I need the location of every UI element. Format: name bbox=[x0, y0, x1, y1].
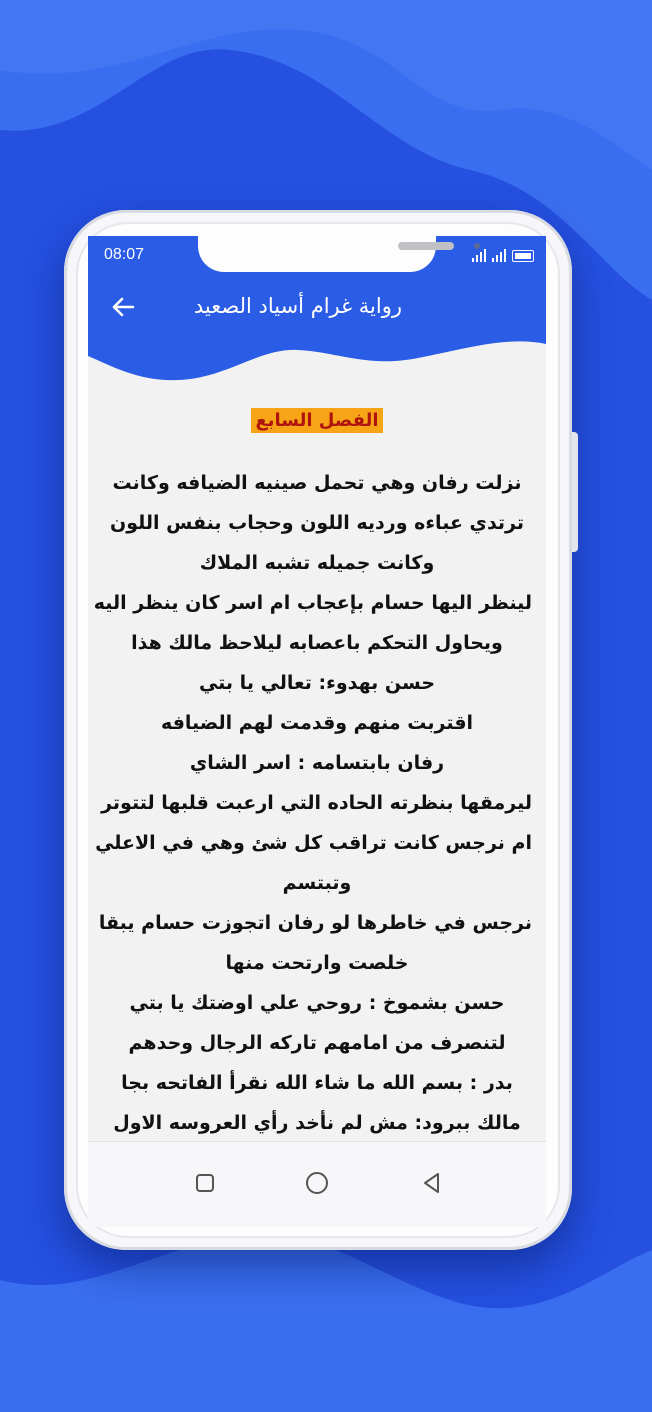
triangle-back-icon[interactable] bbox=[414, 1166, 448, 1200]
story-line: بدر : بسم الله ما شاء الله نقرأ الفاتحه بجا bbox=[121, 1072, 513, 1094]
phone-side-button bbox=[572, 432, 578, 552]
story-line: لتنصرف من امامهم تاركه الرجال وحدهم bbox=[128, 1032, 506, 1054]
story-line: ليرمقها بنظرته الحاده التي ارعبت قلبها لتتوتر bbox=[101, 792, 532, 814]
story-line: رفان بابتسامه : اسر الشاي bbox=[189, 752, 445, 774]
story-text bbox=[88, 463, 546, 1183]
story-line: ويحاول التحكم باعصابه ليلاحظ مالك هذا bbox=[131, 632, 503, 654]
app-bar bbox=[88, 278, 546, 336]
signal-icon-2 bbox=[492, 249, 506, 262]
story-line: اقتربت منهم وقدمت لهم الضيافه bbox=[160, 712, 474, 734]
phone-notch bbox=[198, 236, 436, 272]
speaker-grille bbox=[398, 242, 454, 250]
signal-icon bbox=[472, 249, 486, 262]
story-line: مالك ببرود: مش لم نأخد رأي العروسه الاول bbox=[113, 1112, 521, 1134]
phone-screen bbox=[88, 236, 546, 1226]
arrow-left-icon[interactable] bbox=[108, 292, 138, 322]
story-line: نزلت رفان وهي تحمل صينيه الضيافه وكانت bbox=[112, 472, 522, 494]
story-line: ام نرجس كانت تراقب كل شئ وهي في الاعلي bbox=[95, 832, 532, 854]
story-line: وكانت جميله تشبه الملاك bbox=[199, 552, 435, 574]
story-line: خلصت وارتحت منها bbox=[225, 952, 409, 974]
chapter-content bbox=[88, 396, 546, 1141]
square-recents-icon[interactable] bbox=[188, 1166, 222, 1200]
status-icons bbox=[472, 248, 534, 262]
battery-icon bbox=[512, 250, 534, 262]
circle-home-icon[interactable] bbox=[300, 1166, 334, 1200]
story-line: حسن بشموخ : روحي علي اوضتك يا بتي bbox=[129, 992, 505, 1014]
story-line: حسن بهدوء: تعالي يا بتي bbox=[198, 672, 436, 694]
status-time: 08:07 bbox=[104, 246, 145, 263]
story-line: وتبتسم bbox=[282, 872, 352, 894]
page-title: رواية غرام أسياد الصعيد bbox=[193, 294, 402, 318]
story-line: لينظر اليها حسام بإعجاب ام اسر كان ينظر اليه bbox=[93, 592, 532, 614]
chapter-title: الفصل السابع bbox=[251, 408, 382, 433]
system-nav-bar bbox=[88, 1141, 546, 1227]
story-line: ترتدي عباءه ورديه اللون وحجاب بنفس اللون bbox=[109, 512, 525, 534]
story-line: نرجس في خاطرها لو رفان اتجوزت حسام يبقا bbox=[98, 912, 532, 934]
